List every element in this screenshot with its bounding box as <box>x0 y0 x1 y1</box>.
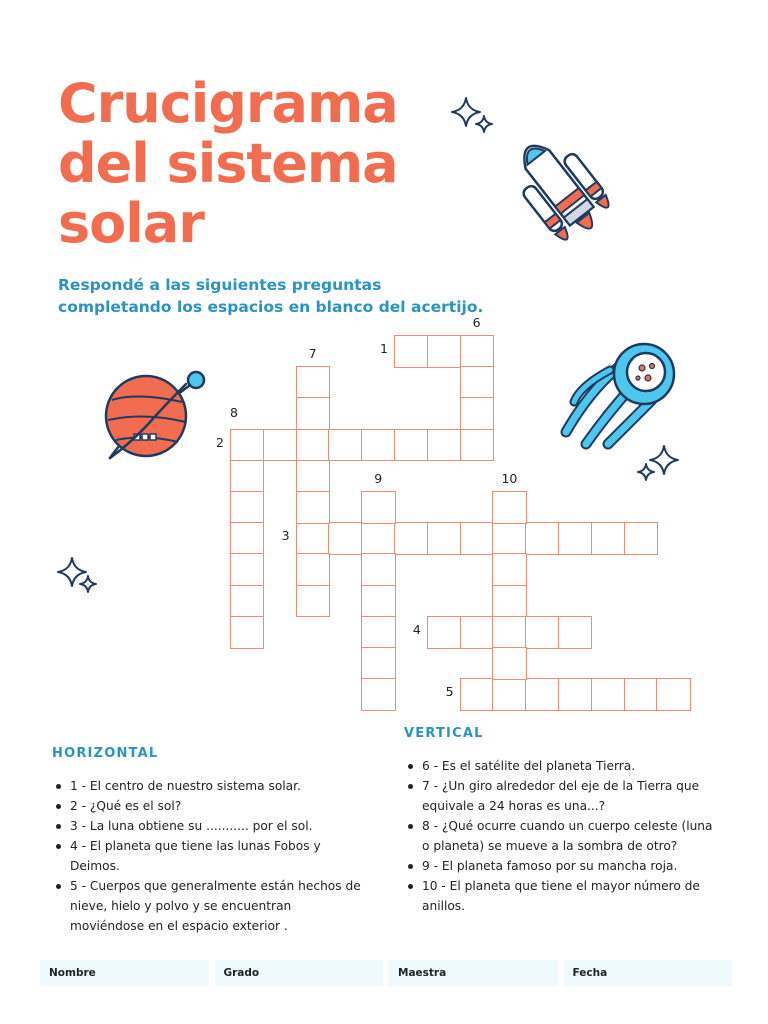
crossword-cell[interactable] <box>525 616 559 649</box>
crossword-cell[interactable] <box>460 366 494 399</box>
crossword-cell[interactable] <box>394 522 428 555</box>
clue-number: 5 <box>445 684 454 700</box>
student-info-bar <box>40 960 732 986</box>
crossword-cell[interactable] <box>361 616 395 649</box>
crossword-cell[interactable] <box>427 522 461 555</box>
clue-item: 6 - Es el satélite del planeta Tierra. <box>406 756 722 776</box>
title-line-2: del sistema <box>58 132 398 195</box>
crossword-cell[interactable] <box>460 397 494 430</box>
crossword-cell[interactable] <box>427 429 461 462</box>
crossword-cell[interactable] <box>460 429 494 462</box>
crossword-cell[interactable] <box>492 647 526 680</box>
crossword-cell[interactable] <box>230 491 264 524</box>
crossword-cell[interactable] <box>460 616 494 649</box>
horizontal-heading: HORIZONTAL <box>52 746 159 761</box>
clue-number: 10 <box>501 471 518 486</box>
crossword-cell[interactable] <box>492 678 526 711</box>
crossword-cell[interactable] <box>460 335 494 368</box>
crossword-cell[interactable] <box>361 522 395 555</box>
crossword-cell[interactable] <box>230 553 264 586</box>
crossword-cell[interactable] <box>230 460 264 493</box>
sparkle-icon <box>450 96 496 136</box>
crossword-cell[interactable] <box>230 585 264 618</box>
teacher-field[interactable] <box>389 960 558 986</box>
crossword-cell[interactable] <box>427 616 461 649</box>
crossword-cell[interactable] <box>361 585 395 618</box>
clue-item: 2 - ¿Qué es el sol? <box>54 796 366 816</box>
crossword-cell[interactable] <box>656 678 690 711</box>
crossword-cell[interactable] <box>525 522 559 555</box>
title-line-1: Crucigrama <box>58 72 398 135</box>
crossword-cell[interactable] <box>328 429 362 462</box>
date-label: Fecha <box>572 967 608 979</box>
crossword-cell[interactable] <box>296 366 330 399</box>
name-field[interactable] <box>40 960 209 986</box>
clue-number: 8 <box>230 404 238 420</box>
title-line-3: solar <box>58 192 204 255</box>
clue-number: 1 <box>380 341 388 356</box>
crossword-cell[interactable] <box>361 647 395 680</box>
horizontal-clue-list <box>54 776 366 936</box>
date-field[interactable] <box>564 960 733 986</box>
crossword-cell[interactable] <box>296 460 330 493</box>
crossword-cell[interactable] <box>427 335 461 368</box>
crossword-cell[interactable] <box>361 491 395 524</box>
sparkle-icon <box>636 444 682 484</box>
crossword-cell[interactable] <box>558 616 592 649</box>
clue-number: 3 <box>281 528 290 544</box>
crossword-cell[interactable] <box>591 678 625 711</box>
clue-item: 8 - ¿Qué ocurre cuando un cuerpo celeste (luna o planeta) se mueve a la sombra de otro? <box>406 816 722 856</box>
crossword-cell[interactable] <box>460 522 494 555</box>
crossword-cell[interactable] <box>460 678 494 711</box>
instructions <box>58 274 518 318</box>
crossword-cell[interactable] <box>624 678 658 711</box>
teacher-label: Maestra <box>398 967 447 979</box>
grade-label: Grado <box>223 967 260 979</box>
clue-number: 7 <box>308 346 317 362</box>
crossword-cell[interactable] <box>296 585 330 618</box>
grade-field[interactable] <box>215 960 384 986</box>
crossword-cell[interactable] <box>394 335 428 368</box>
clue-item: 4 - El planeta que tiene las lunas Fobos y Deimos. <box>54 836 366 876</box>
clue-item: 3 - La luna obtiene su ........... por el sol. <box>54 816 366 836</box>
clue-item: 1 - El centro de nuestro sistema solar. <box>54 776 366 796</box>
name-label: Nombre <box>49 967 96 979</box>
crossword-cell[interactable] <box>492 585 526 618</box>
sparkle-icon <box>56 556 102 596</box>
crossword-cell[interactable] <box>361 678 395 711</box>
crossword-cell[interactable] <box>361 429 395 462</box>
crossword-cell[interactable] <box>525 678 559 711</box>
crossword-cell[interactable] <box>230 429 264 462</box>
crossword-cell[interactable] <box>624 522 658 555</box>
crossword-cell[interactable] <box>492 522 526 555</box>
crossword-cell[interactable] <box>296 397 330 430</box>
crossword-cell[interactable] <box>296 491 330 524</box>
crossword-cell[interactable] <box>492 491 526 524</box>
crossword-cell[interactable] <box>558 522 592 555</box>
instructions-line-1: Respondé a las siguientes preguntas <box>58 276 382 294</box>
crossword-cell[interactable] <box>492 616 526 649</box>
clue-number: 4 <box>412 621 421 637</box>
crossword-cell[interactable] <box>296 553 330 586</box>
comet-icon <box>560 340 684 448</box>
clue-item: 10 - El planeta que tiene el mayor número de anillos. <box>406 876 722 916</box>
crossword-cell[interactable] <box>328 522 362 555</box>
crossword-cell[interactable] <box>492 553 526 586</box>
crossword-cell[interactable] <box>591 522 625 555</box>
clue-item: 9 - El planeta famoso por su mancha roja. <box>406 856 722 876</box>
clue-number: 9 <box>374 471 383 486</box>
crossword-cell[interactable] <box>558 678 592 711</box>
crossword-cell[interactable] <box>296 429 330 462</box>
clue-number: 6 <box>472 315 481 330</box>
crossword-cell[interactable] <box>230 522 264 555</box>
clue-number: 2 <box>216 434 224 450</box>
crossword-cell[interactable] <box>296 522 330 555</box>
vertical-heading: VERTICAL <box>404 726 484 741</box>
clue-item: 7 - ¿Un giro alrededor del eje de la Tierra que equivale a 24 horas es una...? <box>406 776 722 816</box>
crossword-cell[interactable] <box>263 429 297 462</box>
page-title <box>58 74 478 254</box>
rocket-icon <box>498 128 628 252</box>
crossword-cell[interactable] <box>394 429 428 462</box>
crossword-cell[interactable] <box>230 616 264 649</box>
planet-icon <box>98 362 210 470</box>
vertical-clue-list <box>406 756 722 916</box>
clue-item: 5 - Cuerpos que generalmente están hechos de nieve, hielo y polvo y se encuentran moviéndose en el espacio exterior . <box>54 876 366 936</box>
crossword-cell[interactable] <box>361 553 395 586</box>
instructions-line-2: completando los espacios en blanco del acertijo. <box>58 298 484 316</box>
